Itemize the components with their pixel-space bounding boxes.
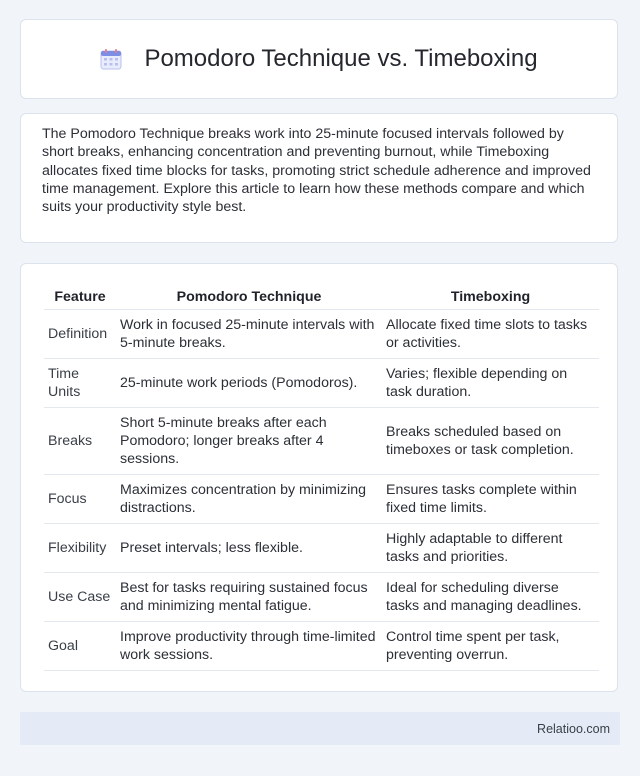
- table-row: [44, 524, 599, 573]
- pomodoro-cell: 25-minute work periods (Pomodoros).: [116, 359, 382, 408]
- feature-cell: Time Units: [44, 359, 116, 408]
- feature-cell: Use Case: [44, 573, 116, 622]
- table-row: [44, 408, 599, 475]
- timeboxing-cell: Highly adaptable to different tasks and priorities.: [382, 524, 599, 573]
- table-row: [44, 359, 599, 408]
- timeboxing-cell: Control time spent per task, preventing overrun.: [382, 622, 599, 671]
- feature-cell: Flexibility: [44, 524, 116, 573]
- timeboxing-cell: Allocate fixed time slots to tasks or activities.: [382, 310, 599, 359]
- pomodoro-cell: Short 5-minute breaks after each Pomodoro; longer breaks after 4 sessions.: [116, 408, 382, 475]
- table-header-row: [44, 284, 599, 310]
- feature-cell: Goal: [44, 622, 116, 671]
- page-title: Pomodoro Technique vs. Timeboxing: [144, 45, 538, 72]
- pomodoro-cell: Preset intervals; less flexible.: [116, 524, 382, 573]
- table-row: [44, 573, 599, 622]
- calendar-icon: [100, 48, 122, 70]
- footer-bar: [20, 712, 620, 745]
- pomodoro-cell: Maximizes concentration by minimizing distractions.: [116, 475, 382, 524]
- timeboxing-cell: Breaks scheduled based on timeboxes or task completion.: [382, 408, 599, 475]
- pomodoro-cell: Best for tasks requiring sustained focus and minimizing mental fatigue.: [116, 573, 382, 622]
- title-card: [20, 19, 618, 99]
- comparison-table-card: [20, 263, 618, 692]
- table-row: [44, 622, 599, 671]
- timeboxing-cell: Varies; flexible depending on task duration.: [382, 359, 599, 408]
- feature-cell: Definition: [44, 310, 116, 359]
- header-pomodoro: Pomodoro Technique: [116, 284, 382, 310]
- pomodoro-cell: Improve productivity through time-limited work sessions.: [116, 622, 382, 671]
- intro-card: [20, 113, 618, 243]
- timeboxing-cell: Ensures tasks complete within fixed time limits.: [382, 475, 599, 524]
- table-row: [44, 310, 599, 359]
- timeboxing-cell: Ideal for scheduling diverse tasks and managing deadlines.: [382, 573, 599, 622]
- intro-text: The Pomodoro Technique breaks work into 25-minute focused intervals followed by short breaks, enhancing concentration and preventing burnout, while Timeboxing allocates fixed time blocks for tasks, promoting strict schedule adherence and improved time management. Explore this article to learn how these methods compare and which suits your productivity style best.: [42, 126, 591, 216]
- header-timeboxing: Timeboxing: [382, 284, 599, 310]
- header-feature: Feature: [44, 284, 116, 310]
- pomodoro-cell: Work in focused 25-minute intervals with 5-minute breaks.: [116, 310, 382, 359]
- comparison-table: [44, 284, 599, 671]
- feature-cell: Focus: [44, 475, 116, 524]
- table-row: [44, 475, 599, 524]
- footer-brand: Relatioo.com: [537, 721, 610, 736]
- feature-cell: Breaks: [44, 408, 116, 475]
